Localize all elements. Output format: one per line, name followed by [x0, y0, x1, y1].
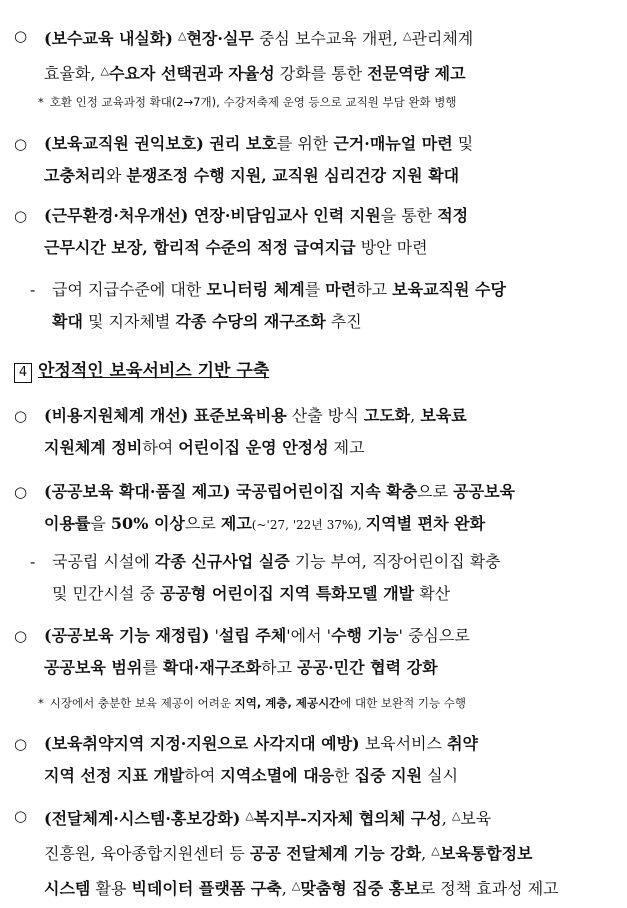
bullet-item-cost: ○ (비용지원체계 개선) 표준보육비용 산출 방식 고도화, 보육료 지원체계 정비하여 어린이집 운영 안정성 제고 — [14, 400, 614, 464]
bullet-circle: ○ — [14, 735, 28, 753]
bullet-item-public: ○ (공공보육 확대·품질 제고) 국공립어린이집 지속 확충으로 공공보육 이용률을 50% 이상으로 제고(~'27, '22년 37%), 지역별 편차 완화 — [14, 476, 614, 541]
bullet-item-redefine: ○ (공공보육 기능 재정립) '설립 주체'에서 '수행 기능' 중심으로 공공보육 범위를 확대·재구조화하고 공공·민간 협력 강화 — [14, 620, 614, 684]
bullet-item-training: ○ (보수교육 내실화) △현장·실무 중심 보수교육 개편, △관리체계 효율화, △수요자 선택권과 자율성 강화를 통한 전문역량 제고 — [14, 20, 614, 90]
bullet-circle: ○ — [14, 627, 28, 645]
bullet-circle: ○ — [14, 483, 28, 501]
bullet-item-work-env: ○ (근무환경·처우개선) 연장·비담임교사 인력 지원을 통한 적정 근무시간 보장, 합리적 수준의 적정 급여지급 방안 마련 — [14, 200, 614, 264]
section-title: 안정적인 보육서비스 기반 구축 — [38, 361, 270, 381]
bullet-item-rights: ○ (보육교직원 권익보호) 권리 보호를 위한 근거·매뉴얼 마련 및 고충처리와 분쟁조정 수행 지원, 교직원 심리건강 지원 확대 — [14, 128, 614, 192]
bullet-circle: ○ — [14, 27, 28, 45]
bullet-circle: ○ — [14, 207, 28, 225]
dash-item-pilot: - 국공립 시설에 각종 신규사업 실증 기능 부여, 직장어린이집 확충 및 민간시설 중 공공형 어린이집 지역 특화모델 개발 확산 — [30, 552, 501, 603]
footnote-training: * 호환 인정 교육과정 확대(2→7개), 수강저축제 운영 등으로 교직원 부담 완화 병행 — [38, 95, 457, 109]
bullet-circle: ○ — [14, 135, 28, 153]
bullet-circle: ○ — [14, 407, 28, 425]
section-heading — [14, 356, 269, 383]
dash-item-monitoring: - 급여 지급수준에 대한 모니터링 체계를 마련하고 보육교직원 수당 확대 및 지자체별 각종 수당의 재구조화 추진 — [30, 280, 506, 331]
section-number: 4 — [14, 363, 32, 383]
footnote-market: * 시장에서 충분한 보육 제공이 어려운 지역, 계층, 제공시간에 대한 보완적 기능 수행 — [38, 696, 467, 710]
bullet-item-delivery: ○ (전달체계·시스템·홍보강화) △복지부-지자체 협의체 구성, △보육 진흥원, 육아종합지원센터 등 공공 전달체계 기능 강화, △보육통합정보 시스템 활용 빅데이터 플랫폼 구축, △맞춤형 집중 홍보로 정책 효과성 제고 — [14, 800, 614, 905]
bullet-item-vulnerable: ○ (보육취약지역 지정·지원으로 사각지대 예방) 보육서비스 취약 지역 선정 지표 개발하여 지역소멸에 대응한 집중 지원 실시 — [14, 728, 614, 792]
bullet-circle: ○ — [14, 807, 28, 825]
